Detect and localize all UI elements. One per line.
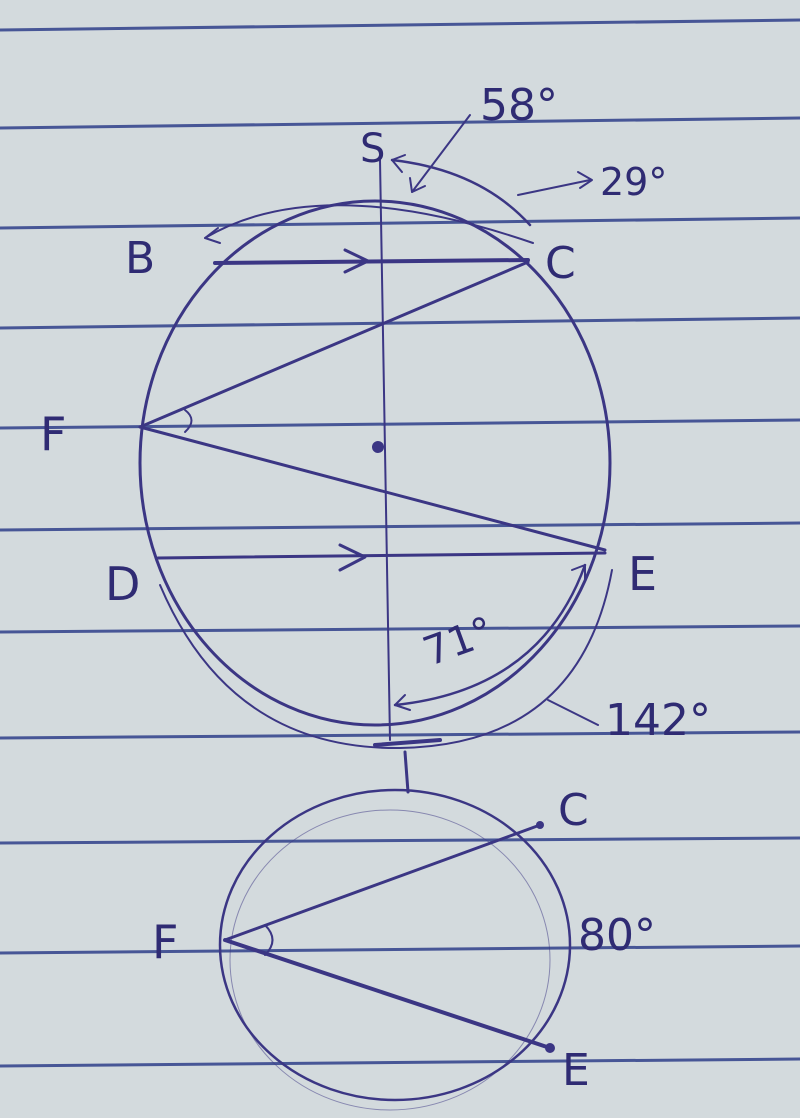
label-point-s: S — [360, 126, 386, 172]
label-point-c-bottom: C — [558, 785, 589, 836]
label-point-f: F — [40, 407, 67, 461]
center-point — [372, 441, 384, 453]
point-e-bottom — [545, 1043, 555, 1053]
label-angle-58: 58° — [480, 80, 558, 131]
label-point-c: C — [545, 238, 576, 289]
label-point-d: D — [105, 557, 141, 611]
label-point-e: E — [628, 547, 658, 601]
label-angle-142: 142° — [605, 695, 711, 746]
label-point-b: B — [125, 233, 156, 284]
label-point-f-bottom: F — [152, 915, 179, 969]
label-angle-71: 71° — [417, 608, 500, 676]
label-angle-29: 29° — [600, 160, 668, 204]
label-angle-80: 80° — [578, 910, 656, 961]
label-point-e-bottom: E — [562, 1045, 590, 1096]
point-c-bottom — [536, 821, 544, 829]
